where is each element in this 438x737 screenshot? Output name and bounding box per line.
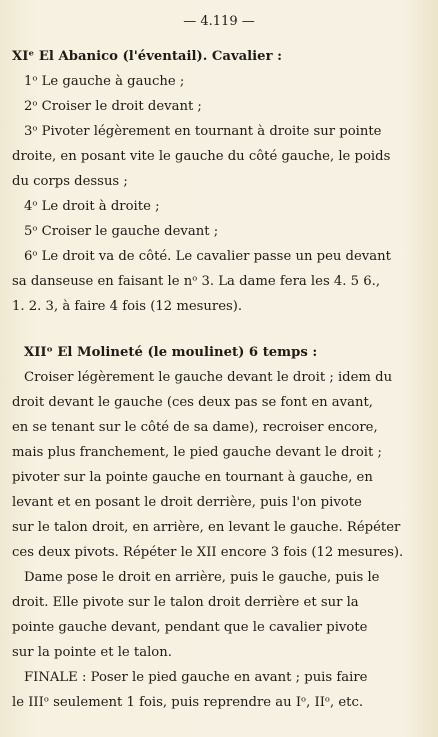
text-line: 6ᵒ Le droit va de côté. Le cavalier passe un peu devant: [24, 249, 391, 264]
text-line: 1. 2. 3, à faire 4 fois (12 mesures).: [12, 299, 243, 314]
text-line: pivoter sur la pointe gauche en tournant à gauche, en: [12, 470, 373, 485]
text-line: 5ᵒ Croiser le gauche devant ;: [24, 224, 219, 239]
text-line: Croiser légèrement le gauche devant le droit ; idem du: [24, 370, 393, 385]
text-line: droit devant le gauche (ces deux pas se font en avant,: [12, 395, 373, 410]
text-line: sur la pointe et le talon.: [12, 645, 172, 660]
text-line: 1ᵒ Le gauche à gauche ;: [24, 74, 185, 89]
text-line: 4ᵒ Le droit à droite ;: [24, 199, 160, 214]
text-line: ces deux pivots. Répéter le XII encore 3 fois (12 mesures).: [12, 545, 404, 560]
text-line: en se tenant sur le côté de sa dame), recroiser encore,: [12, 420, 378, 435]
finale-section: [12, 665, 426, 715]
section-heading: XIIᵒ El Molineté (le moulinet) 6 temps :: [24, 345, 318, 360]
page-number: — 4.119 —: [183, 14, 255, 29]
section-12: [12, 340, 426, 665]
text-line: du corps dessus ;: [12, 174, 128, 189]
section-11: [12, 44, 426, 319]
text-line: Dame pose le droit en arrière, puis le gauche, puis le: [24, 570, 380, 585]
text-line: 2ᵒ Croiser le droit devant ;: [24, 99, 202, 114]
finale-line: FINALE : Poser le pied gauche en avant ; puis faire: [24, 670, 368, 685]
text-line: sa danseuse en faisant le nᵒ 3. La dame fera les 4. 5 6.,: [12, 274, 381, 289]
finale-line: le IIIᵒ seulement 1 fois, puis reprendre au Iᵒ, IIᵒ, etc.: [12, 695, 364, 710]
text-line: pointe gauche devant, pendant que le cavalier pivote: [12, 620, 368, 635]
text-line: sur le talon droit, en arrière, en levant le gauche. Répéter: [12, 520, 401, 535]
text-line: levant et en posant le droit derrière, puis l'on pivote: [12, 495, 362, 510]
text-line: droite, en posant vite le gauche du côté gauche, le poids: [12, 149, 391, 164]
text-line: droit. Elle pivote sur le talon droit derrière et sur la: [12, 595, 359, 610]
text-line: mais plus franchement, le pied gauche devant le droit ;: [12, 445, 382, 460]
text-line: 3ᵒ Pivoter légèrement en tournant à droite sur pointe: [24, 124, 382, 139]
section-heading: XIᵉ El Abanico (l'éventail). Cavalier :: [12, 49, 282, 64]
